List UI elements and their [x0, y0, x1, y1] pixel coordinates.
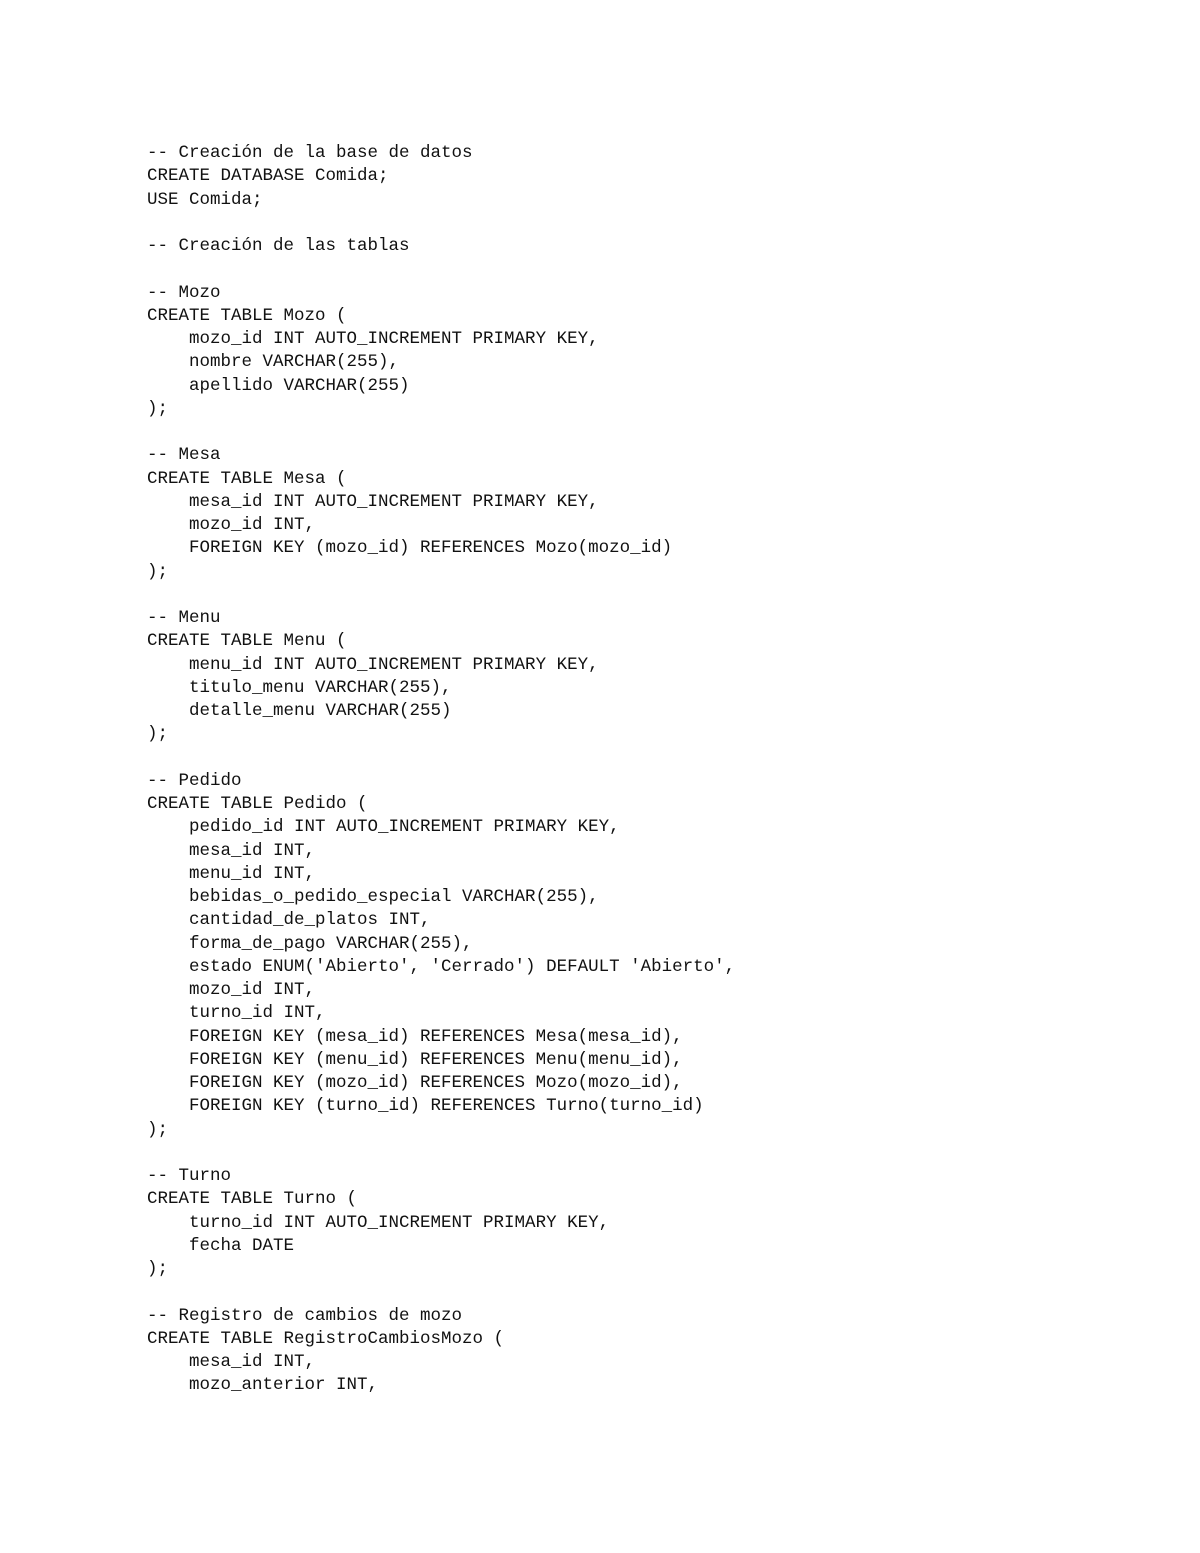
code-line: turno_id INT AUTO_INCREMENT PRIMARY KEY, — [147, 1212, 610, 1233]
code-line — [147, 747, 735, 770]
code-line — [147, 1281, 735, 1304]
code-line: ); — [147, 1119, 169, 1140]
code-line: -- Turno — [147, 1166, 232, 1186]
code-line: CREATE TABLE Turno ( — [147, 1189, 358, 1210]
code-line: -- Mesa — [147, 445, 221, 466]
code-line: FOREIGN KEY (mozo_id) REFERENCES Mozo(mozo_id), — [147, 1073, 683, 1093]
code-line: menu_id INT, — [147, 863, 316, 884]
code-line: nombre VARCHAR(255), — [147, 352, 400, 373]
code-line: mozo_id INT, — [147, 515, 316, 535]
code-line: CREATE TABLE Mozo ( — [147, 305, 347, 326]
code-line: cantidad_de_platos INT, — [147, 910, 431, 931]
code-line: mesa_id INT, — [147, 1352, 316, 1372]
code-line: turno_id INT, — [147, 1003, 326, 1024]
code-line: -- Pedido — [147, 770, 242, 791]
code-line: CREATE TABLE Pedido ( — [147, 794, 368, 814]
code-line: ); — [147, 398, 169, 419]
code-line: CREATE TABLE Menu ( — [147, 631, 347, 652]
code-line: FOREIGN KEY (mozo_id) REFERENCES Mozo(mozo_id) — [147, 538, 673, 559]
code-line: pedido_id INT AUTO_INCREMENT PRIMARY KEY, — [147, 817, 620, 838]
code-line — [147, 1142, 735, 1165]
code-line: mozo_anterior INT, — [147, 1375, 379, 1396]
code-line — [147, 584, 735, 607]
code-line: FOREIGN KEY (mesa_id) REFERENCES Mesa(mesa_id), — [147, 1026, 683, 1047]
code-line: FOREIGN KEY (menu_id) REFERENCES Menu(menu_id), — [147, 1049, 683, 1070]
sql-code-block — [147, 142, 735, 1398]
code-line: estado ENUM('Abierto', 'Cerrado') DEFAULT 'Abierto', — [147, 956, 736, 977]
code-line: fecha DATE — [147, 1235, 295, 1256]
code-line: mesa_id INT AUTO_INCREMENT PRIMARY KEY, — [147, 491, 599, 512]
code-line: ); — [147, 561, 169, 582]
code-line: -- Creación de la base de datos — [147, 143, 473, 163]
code-line: mozo_id INT, — [147, 980, 316, 1000]
code-line: -- Creación de las tablas — [147, 236, 410, 256]
code-line: FOREIGN KEY (turno_id) REFERENCES Turno(turno_id) — [147, 1096, 704, 1117]
code-line: CREATE TABLE RegistroCambiosMozo ( — [147, 1328, 505, 1349]
code-line: CREATE DATABASE Comida; — [147, 166, 389, 187]
code-line — [147, 258, 735, 281]
code-line: CREATE TABLE Mesa ( — [147, 468, 347, 489]
code-line: ); — [147, 1259, 169, 1279]
code-line — [147, 212, 735, 235]
code-line: mesa_id INT, — [147, 840, 316, 861]
code-line: -- Registro de cambios de mozo — [147, 1305, 463, 1326]
code-line: ); — [147, 724, 169, 745]
code-line: detalle_menu VARCHAR(255) — [147, 701, 452, 721]
code-line: -- Mozo — [147, 282, 221, 303]
code-line: -- Menu — [147, 608, 221, 628]
code-line — [147, 421, 735, 444]
code-line: apellido VARCHAR(255) — [147, 375, 410, 396]
code-line: forma_de_pago VARCHAR(255), — [147, 933, 473, 954]
code-line: menu_id INT AUTO_INCREMENT PRIMARY KEY, — [147, 654, 599, 675]
code-line: USE Comida; — [147, 189, 263, 210]
code-line: bebidas_o_pedido_especial VARCHAR(255), — [147, 887, 599, 907]
code-line: mozo_id INT AUTO_INCREMENT PRIMARY KEY, — [147, 329, 599, 349]
code-line: titulo_menu VARCHAR(255), — [147, 677, 452, 698]
